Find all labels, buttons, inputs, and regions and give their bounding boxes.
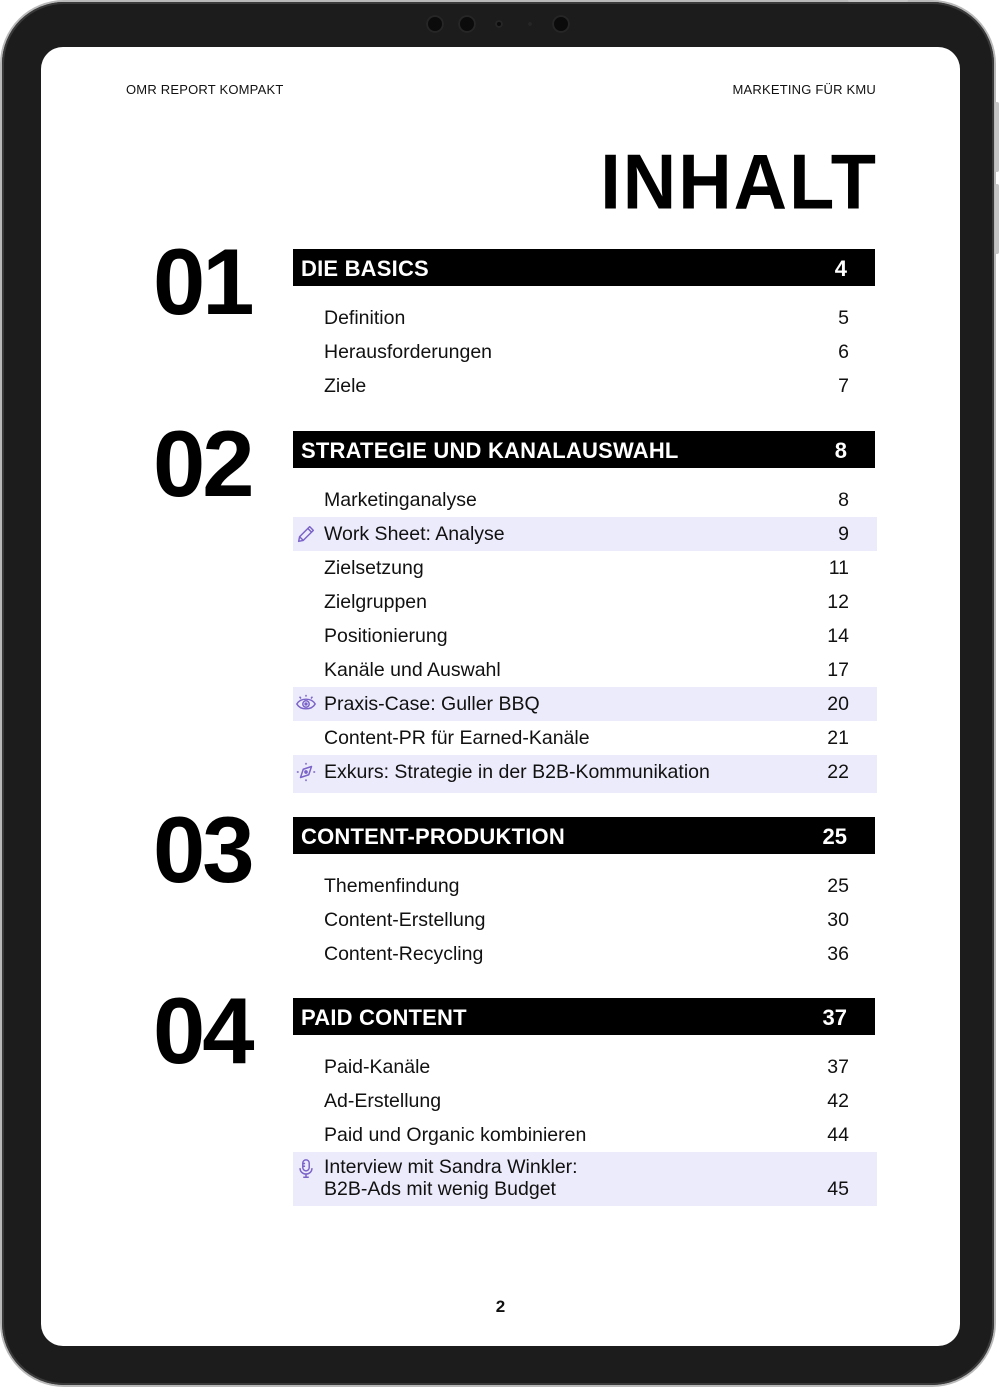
page-title: INHALT bbox=[600, 137, 878, 226]
section-title: CONTENT-PRODUKTION bbox=[301, 824, 565, 849]
entry-page: 45 bbox=[827, 1178, 849, 1200]
entry-label: Praxis-Case: Guller BBQ bbox=[324, 693, 540, 715]
section-heading[interactable] bbox=[293, 817, 875, 854]
section-page: 4 bbox=[834, 256, 847, 281]
document-page bbox=[41, 47, 960, 1346]
toc-entry[interactable] bbox=[293, 937, 877, 971]
section-page: 25 bbox=[822, 824, 847, 849]
entry-page: 37 bbox=[827, 1056, 849, 1078]
toc-entry-praxis-case[interactable] bbox=[293, 687, 877, 721]
sensor-dot-icon bbox=[528, 22, 532, 26]
section-heading[interactable] bbox=[293, 998, 875, 1035]
toc-entry[interactable] bbox=[293, 1050, 877, 1084]
entry-label: Ziele bbox=[324, 375, 367, 397]
entry-page: 6 bbox=[838, 341, 849, 363]
entry-page: 11 bbox=[828, 557, 849, 579]
volume-down-button bbox=[995, 184, 999, 254]
entry-page: 22 bbox=[827, 761, 849, 783]
running-header-right: MARKETING FÜR KMU bbox=[732, 82, 876, 97]
section-title: DIE BASICS bbox=[301, 256, 429, 281]
section-number: 01 bbox=[153, 229, 252, 334]
toc-entry[interactable] bbox=[293, 369, 877, 403]
entry-page: 14 bbox=[827, 625, 849, 647]
entry-label: Themenfindung bbox=[324, 875, 460, 897]
section-number: 02 bbox=[153, 411, 252, 516]
power-button bbox=[848, 0, 908, 2]
entry-label: Paid und Organic kombinieren bbox=[324, 1124, 587, 1146]
sensor-icon bbox=[495, 20, 503, 28]
entry-label: Herausforderungen bbox=[324, 341, 493, 363]
entry-label: Zielsetzung bbox=[324, 557, 424, 579]
toc-entry[interactable] bbox=[293, 869, 877, 903]
entry-label: Definition bbox=[324, 307, 406, 329]
entry-label: Marketinganalyse bbox=[324, 489, 477, 511]
toc-entry[interactable] bbox=[293, 483, 877, 517]
camera-lens-icon bbox=[426, 15, 444, 33]
entry-page: 42 bbox=[827, 1090, 849, 1112]
entry-label: Content-PR für Earned-Kanäle bbox=[324, 727, 590, 749]
toc-entry[interactable] bbox=[293, 1118, 877, 1152]
entry-label-line-1: Interview mit Sandra Winkler: bbox=[324, 1156, 578, 1178]
entry-page: 12 bbox=[827, 591, 849, 613]
entry-page: 30 bbox=[827, 909, 849, 931]
entry-label: Zielgruppen bbox=[324, 591, 427, 613]
section-heading[interactable] bbox=[293, 249, 875, 286]
entry-label: Positionierung bbox=[324, 625, 448, 647]
eye-icon bbox=[295, 693, 317, 715]
microphone-icon bbox=[295, 1158, 317, 1180]
toc-entry[interactable] bbox=[293, 301, 877, 335]
toc-entry[interactable] bbox=[293, 619, 877, 653]
toc-entry[interactable] bbox=[293, 903, 877, 937]
entry-label: Content-Erstellung bbox=[324, 909, 486, 931]
toc-entry-exkurs[interactable] bbox=[293, 755, 877, 793]
toc-entry[interactable] bbox=[293, 585, 877, 619]
toc-entry-worksheet[interactable] bbox=[293, 517, 877, 551]
entry-page: 5 bbox=[838, 307, 849, 329]
entry-page: 9 bbox=[838, 523, 849, 545]
tablet-frame bbox=[2, 2, 994, 1385]
section-number: 03 bbox=[153, 797, 252, 902]
section-number: 04 bbox=[153, 978, 252, 1083]
toc-entry[interactable] bbox=[293, 653, 877, 687]
entry-label-line-2: B2B-Ads mit wenig Budget bbox=[324, 1178, 556, 1200]
entry-page: 7 bbox=[838, 375, 849, 397]
compass-icon bbox=[295, 761, 317, 783]
section-page: 8 bbox=[834, 438, 847, 463]
section-heading[interactable] bbox=[293, 431, 875, 468]
volume-up-button bbox=[995, 102, 999, 172]
section-title: PAID CONTENT bbox=[301, 1005, 467, 1030]
pencil-icon bbox=[295, 523, 317, 545]
entry-label bbox=[324, 1156, 578, 1200]
entry-page: 20 bbox=[827, 693, 849, 715]
page-number: 2 bbox=[495, 1297, 506, 1316]
entry-label: Work Sheet: Analyse bbox=[324, 523, 505, 545]
entry-page: 21 bbox=[827, 727, 849, 749]
entry-label: Exkurs: Strategie in der B2B-Kommunikation bbox=[324, 761, 710, 783]
entry-page: 25 bbox=[827, 875, 849, 897]
toc-entry[interactable] bbox=[293, 335, 877, 369]
section-title: STRATEGIE UND KANALAUSWAHL bbox=[301, 438, 679, 463]
camera-lens-icon bbox=[458, 15, 476, 33]
camera-bar bbox=[420, 14, 580, 36]
entry-label: Content-Recycling bbox=[324, 943, 484, 965]
toc-entry[interactable] bbox=[293, 721, 877, 755]
entry-page: 17 bbox=[827, 659, 849, 681]
entry-label: Paid-Kanäle bbox=[324, 1056, 431, 1078]
camera-lens-icon bbox=[552, 15, 570, 33]
entry-label: Kanäle und Auswahl bbox=[324, 659, 501, 681]
section-page: 37 bbox=[822, 1005, 847, 1030]
toc-entry[interactable] bbox=[293, 551, 877, 585]
entry-label: Ad-Erstellung bbox=[324, 1090, 442, 1112]
entry-page: 44 bbox=[827, 1124, 849, 1146]
toc-entry-interview[interactable] bbox=[293, 1152, 877, 1206]
entry-page: 36 bbox=[827, 943, 849, 965]
running-header-left: OMR REPORT KOMPAKT bbox=[126, 82, 284, 97]
entry-page: 8 bbox=[838, 489, 849, 511]
toc-entry[interactable] bbox=[293, 1084, 877, 1118]
